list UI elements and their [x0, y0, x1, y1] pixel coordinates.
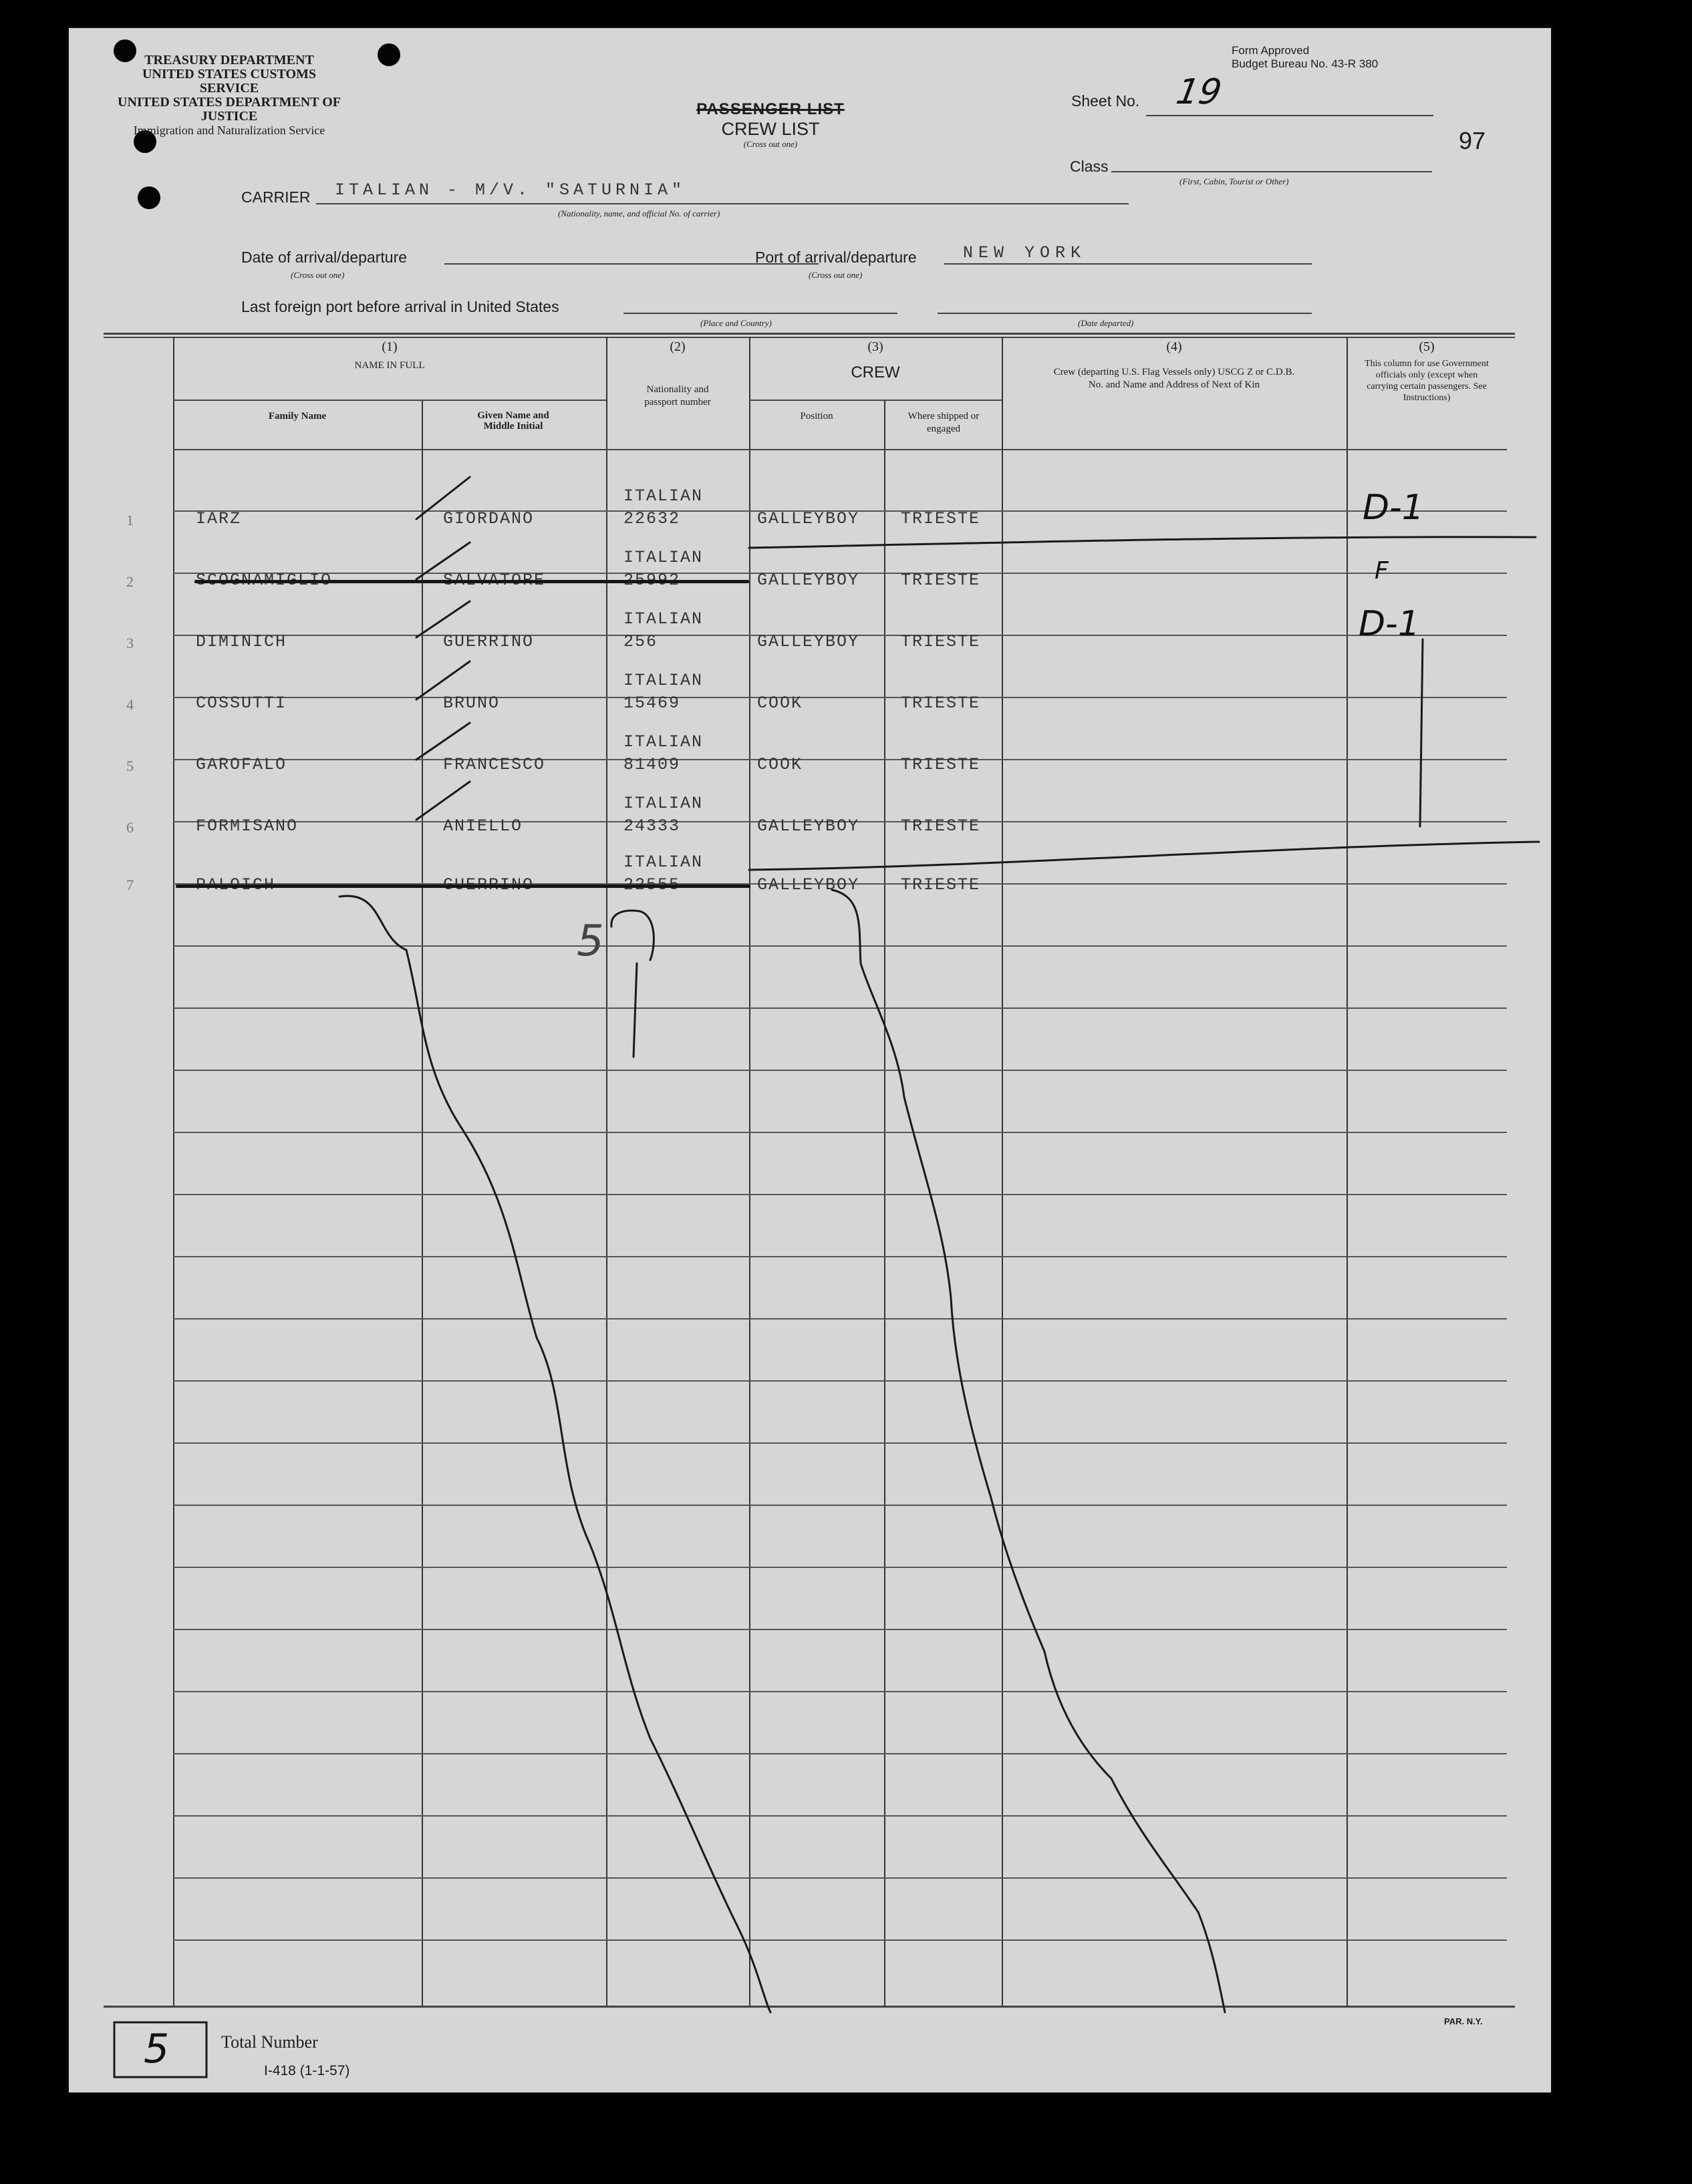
- row-nationality: ITALIAN: [623, 486, 704, 506]
- title-crew-list: CREW LIST: [721, 119, 820, 139]
- col5-title: This column for use Government officials only (except when carrying certain passengers. See Instructions): [1365, 359, 1489, 403]
- row-given-name: GIORDANO: [443, 509, 535, 528]
- form-approval-line-2: Budget Bureau No. 43-R 380: [1232, 57, 1379, 70]
- col3-number: (3): [867, 339, 883, 354]
- row-number: 5: [126, 758, 134, 774]
- row-position: GALLEYBOY: [757, 509, 860, 528]
- row-number: 4: [126, 696, 134, 713]
- printer-mark: PAR. N.Y.: [1444, 2016, 1483, 2026]
- carrier-label: CARRIER: [241, 188, 311, 206]
- row-where-shipped: TRIESTE: [901, 509, 981, 528]
- row-passport: 15469: [623, 693, 681, 713]
- sheet-number-value: 19: [1173, 72, 1225, 112]
- row-number: 6: [126, 819, 134, 836]
- carrier-note: (Nationality, name, and official No. of carrier): [558, 208, 720, 218]
- last-port-label: Last foreign port before arrival in United States: [241, 298, 559, 315]
- row-where-shipped: TRIESTE: [901, 875, 981, 895]
- row-where-shipped: TRIESTE: [901, 571, 981, 590]
- row-where-shipped: TRIESTE: [901, 816, 981, 836]
- row-official-mark: D-1: [1363, 488, 1424, 528]
- col3-title: CREW: [851, 363, 900, 381]
- form-number: I-418 (1-1-57): [264, 2063, 350, 2078]
- row-given-name: ANIELLO: [443, 816, 523, 836]
- class-label: Class: [1070, 158, 1109, 175]
- arrival-date-note: (Cross out one): [291, 270, 345, 280]
- agency-line-1: TREASURY DEPARTMENT: [144, 53, 314, 67]
- row-position: COOK: [757, 693, 803, 713]
- col-position: Position: [800, 411, 833, 422]
- row-passport: 256: [623, 632, 658, 651]
- row-nationality: ITALIAN: [623, 852, 704, 872]
- row-nationality: ITALIAN: [623, 548, 704, 567]
- row-family-name: FORMISANO: [196, 816, 299, 836]
- carrier-value: ITALIAN - M/V. "SATURNIA": [335, 180, 686, 200]
- row-given-name: BRUNO: [443, 693, 501, 713]
- col-family-name: Family Name: [268, 411, 327, 422]
- arrival-date-label: Date of arrival/departure: [241, 249, 408, 266]
- arrival-port-note: (Cross out one): [809, 270, 863, 280]
- sheet-number-label: Sheet No.: [1071, 92, 1140, 110]
- col2-number: (2): [670, 339, 686, 354]
- col4-number: (4): [1166, 339, 1182, 354]
- row-position: COOK: [757, 755, 803, 774]
- row-position: GALLEYBOY: [757, 571, 860, 590]
- row-given-name: GUERRINO: [443, 632, 535, 651]
- row-official-mark: F: [1375, 557, 1389, 585]
- row-family-name: DIMINICH: [196, 632, 287, 651]
- agency-line-3: UNITED STATES DEPARTMENT OF JUSTICE: [118, 95, 341, 124]
- col1-number: (1): [382, 339, 398, 354]
- row-passport: 24333: [623, 816, 681, 836]
- row-number: 7: [126, 877, 134, 893]
- row-number: 3: [126, 635, 134, 651]
- col-given-name: Given Name and Middle Initial: [477, 410, 549, 432]
- col-where-shipped: Where shipped or engaged: [907, 411, 980, 434]
- row-official-mark: D-1: [1359, 604, 1420, 644]
- title-crossed-out: PASSENGER LIST: [696, 100, 845, 118]
- last-port-place-note: (Place and Country): [700, 318, 772, 328]
- row-position: GALLEYBOY: [757, 816, 860, 836]
- row-passport: 81409: [623, 755, 681, 774]
- col4-title: Crew (departing U.S. Flag Vessels only) USCG Z or C.D.B. No. and Name and Address of Next of Kin: [1053, 367, 1295, 390]
- title-note: (Cross out one): [743, 139, 798, 149]
- row-where-shipped: TRIESTE: [901, 755, 981, 774]
- form-approval-line-1: Form Approved: [1232, 44, 1310, 57]
- col1-title: NAME IN FULL: [354, 360, 425, 371]
- row-number: 1: [126, 512, 134, 528]
- row-number: 2: [126, 573, 134, 590]
- last-port-date-note: (Date departed): [1078, 318, 1134, 328]
- row-position: GALLEYBOY: [757, 632, 860, 651]
- row-where-shipped: TRIESTE: [901, 632, 981, 651]
- arrival-port-label: Port of arrival/departure: [755, 249, 917, 266]
- row-family-name: GAROFALO: [196, 755, 287, 774]
- total-number-label: Total Number: [221, 2032, 318, 2052]
- row-nationality: ITALIAN: [623, 794, 704, 813]
- agency-line-2: UNITED STATES CUSTOMS SERVICE: [142, 67, 317, 96]
- manifest-sheet: [69, 28, 1551, 2092]
- row-where-shipped: TRIESTE: [901, 693, 981, 713]
- row-passport: 22632: [623, 509, 681, 528]
- total-number-value: 5: [144, 2026, 170, 2072]
- arrival-port-value: NEW YORK: [963, 243, 1087, 263]
- row-family-name: IARZ: [196, 509, 242, 528]
- agency-line-4: Immigration and Naturalization Service: [133, 124, 325, 137]
- col2-title: Nationality and passport number: [644, 384, 711, 408]
- row-position: GALLEYBOY: [757, 875, 860, 895]
- page-number: 97: [1459, 127, 1486, 154]
- row-family-name: COSSUTTI: [196, 693, 287, 713]
- class-note: (First, Cabin, Tourist or Other): [1179, 176, 1289, 186]
- row-nationality: ITALIAN: [623, 671, 704, 690]
- handwritten-strokes: [69, 28, 1551, 2092]
- row-given-name: FRANCESCO: [443, 755, 546, 774]
- row-nationality: ITALIAN: [623, 732, 704, 752]
- handwritten-tally: 5: [577, 917, 604, 966]
- col5-number: (5): [1419, 339, 1435, 354]
- row-nationality: ITALIAN: [623, 609, 704, 629]
